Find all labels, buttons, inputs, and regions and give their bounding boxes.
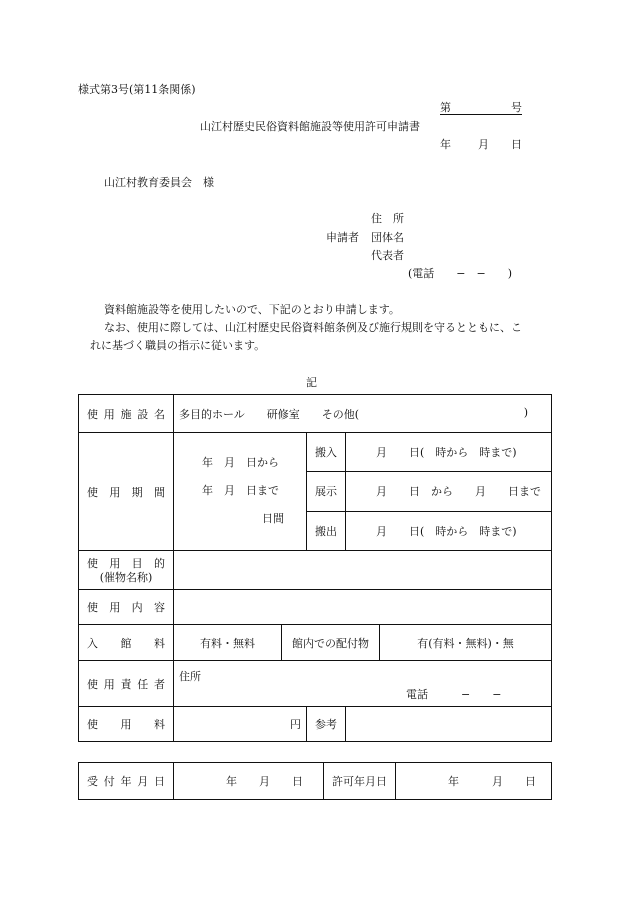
- received-date[interactable]: 年 月 日: [174, 763, 324, 800]
- body-line-2: なお、使用に際しては、山江村歴史民俗資料館条例及び施行規則を守るとともに、こ: [104, 321, 522, 334]
- application-table: [78, 394, 552, 742]
- admission-label: 入館料: [79, 625, 174, 661]
- content-value[interactable]: [174, 590, 552, 625]
- facility-value[interactable]: [174, 395, 552, 433]
- applicant-rep-label: 代表者: [371, 249, 404, 262]
- permit-label: 許可年月日: [324, 763, 396, 800]
- addressee: 山江村教育委員会 様: [104, 176, 214, 189]
- period-dates[interactable]: [174, 433, 307, 551]
- facility-options: 多目的ホール 研修室 その他(: [179, 407, 360, 421]
- purpose-label-cell: [79, 551, 174, 590]
- facility-row: [79, 395, 552, 433]
- exhibit-value[interactable]: 月 日 から 月 日まで: [346, 472, 552, 511]
- fee-label: 使用料: [79, 707, 174, 742]
- page-title: 山江村歴史民俗資料館施設等使用許可申請書: [200, 120, 420, 133]
- body-line-1: 資料館施設等を使用したいので、下記のとおり申請します。: [104, 303, 400, 316]
- reference-label: 参考: [307, 707, 346, 742]
- number-prefix: 第: [440, 101, 451, 114]
- handout-label: 館内での配付物: [282, 625, 380, 661]
- permit-date[interactable]: 年 月 日: [396, 763, 552, 800]
- form-id: 様式第3号(第11条関係): [78, 83, 196, 96]
- applicant-address-label: 住 所: [371, 212, 404, 225]
- applicant-group-label: 団体名: [371, 231, 404, 244]
- receipt-table: [78, 762, 552, 800]
- handout-value[interactable]: 有(有料・無料)・無: [380, 625, 552, 661]
- fee-row: [79, 707, 552, 742]
- date-year: 年: [440, 138, 451, 151]
- receipt-row: [79, 763, 552, 800]
- manager-row: [79, 661, 552, 707]
- purpose-sub-label: (催物名称): [99, 570, 153, 584]
- carry-out-label: 搬出: [307, 511, 346, 550]
- manager-address-label: 住所: [179, 670, 201, 683]
- content-label: 使用内容: [79, 590, 174, 625]
- admission-value[interactable]: 有料・無料: [174, 625, 282, 661]
- facility-label: 使用施設名: [79, 395, 174, 433]
- content-row: [79, 590, 552, 625]
- period-label: 使用期間: [79, 433, 174, 551]
- facility-close: ): [523, 405, 529, 419]
- manager-label: 使用責任者: [79, 661, 174, 707]
- purpose-value[interactable]: [174, 551, 552, 590]
- manager-phone: 電話 − −: [406, 688, 502, 701]
- applicant-phone: (電話 − − ): [408, 267, 513, 280]
- date-month: 月: [478, 138, 489, 151]
- document-number: [440, 102, 522, 115]
- period-to: 年 月 日まで: [202, 484, 279, 497]
- reference-value[interactable]: [346, 707, 552, 742]
- period-from: 年 月 日から: [202, 456, 279, 469]
- carry-out-value[interactable]: 月 日( 時から 時まで): [346, 511, 552, 550]
- exhibit-label: 展示: [307, 472, 346, 511]
- received-label: 受付年月日: [79, 763, 174, 800]
- admission-row: [79, 625, 552, 661]
- applicant-label: 申請者: [326, 231, 359, 244]
- application-date: [440, 139, 522, 150]
- number-suffix: 号: [511, 101, 522, 114]
- fee-yen: 円: [290, 718, 301, 731]
- carry-in-label: 搬入: [307, 433, 346, 472]
- period-days: 日間: [262, 512, 284, 525]
- fee-value[interactable]: [174, 707, 307, 742]
- manager-value[interactable]: [174, 661, 552, 707]
- carry-in-value[interactable]: 月 日( 時から 時まで): [346, 433, 552, 472]
- purpose-label: 使用目的: [87, 556, 165, 570]
- date-day: 日: [511, 138, 522, 151]
- ki-heading: 記: [306, 376, 317, 389]
- period-row-1: [79, 433, 552, 472]
- purpose-row: [79, 551, 552, 590]
- body-line-3: れに基づく職員の指示に従います。: [90, 339, 266, 352]
